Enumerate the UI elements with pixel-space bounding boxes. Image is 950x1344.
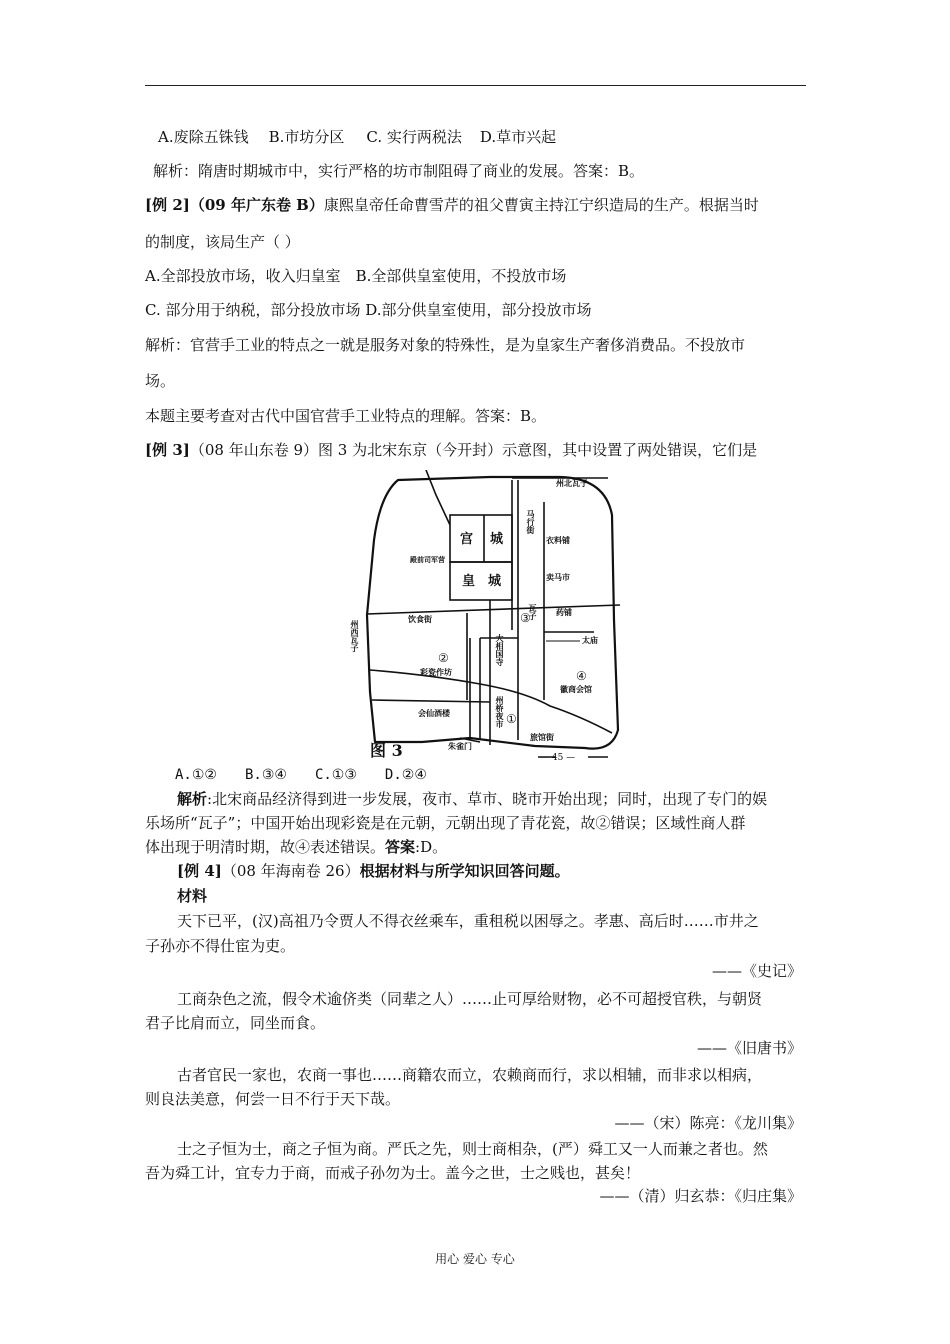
map-label-horse-market: 卖马市	[546, 572, 570, 582]
ex1-analysis: 解析：隋唐时期城市中，实行严格的坊市制阻碍了商业的发展。答案：B。	[153, 162, 645, 180]
ex4-citation-1: ——《史记》	[711, 962, 802, 980]
ex4-source: （08 年海南卷 26）	[221, 862, 360, 880]
map-label-west-wazi: 州西瓦子	[350, 620, 360, 652]
map-label-barracks-text: 殿前司军营	[410, 555, 445, 564]
ex3-analysis-3: 体出现于明清时期，故④表述错误。	[145, 838, 386, 856]
map-label-barracks	[410, 555, 445, 564]
map-label-clothing-shop: 衣料铺	[546, 535, 570, 545]
map-label-imperial-1: 皇	[462, 574, 476, 589]
ex3-analysis-label: 解析	[177, 790, 208, 808]
map-label-food-street: 饮食街	[408, 614, 432, 624]
map-label-gate: 朱雀门	[448, 741, 472, 751]
ex4-p4-line2: 吾为舜工计，宜专力于商，而戒子孙勿为士。盖今之世，士之贱也，甚矣！	[145, 1164, 641, 1182]
map-label-guild: 徽商会馆	[560, 684, 592, 694]
ex2-stem-line1	[145, 196, 759, 214]
ex4-p3-line1: 古者官民一家也，农商一事也……商籍农而立，农赖商而行，求以相辅，而非求以相病，	[177, 1066, 763, 1084]
ex2-analysis-line2: 场。	[145, 372, 176, 390]
ex2-tag: [例 2]	[145, 196, 190, 214]
ex4-citation-3: ——（宋）陈亮：《龙川集》	[614, 1114, 802, 1132]
map-label-night-market: 州桥夜市	[495, 696, 505, 728]
ex4-material-label: 材料	[177, 887, 208, 905]
ex1-option-d: D.草市兴起	[479, 128, 557, 146]
ex1-option-c: C. 实行两税法	[366, 128, 462, 146]
ex3-option-d: D.②④	[384, 767, 427, 783]
map-label-temple: 大相国寺	[495, 634, 505, 666]
ex3-options	[175, 766, 427, 784]
ex3-analysis-line3	[145, 838, 447, 856]
map-label-north-wazi: 州北瓦子	[556, 478, 588, 488]
ex3-option-b: B.③④	[244, 767, 287, 783]
ex4-p2-line1: 工商杂色之流，假令术逾侪类（同辈之人）……止可厚给财物，必不可超授官秩，与朝贤	[177, 990, 763, 1008]
ex4-instruction: 根据材料与所学知识回答问题。	[359, 862, 570, 880]
map-label-palace-2: 城	[490, 532, 504, 547]
map-label-wazi: 瓦子	[528, 604, 538, 620]
map-label-palace-1: 宫	[460, 532, 474, 547]
ex3-tag: [例 3]	[145, 441, 190, 459]
ex3-analysis-line2: 乐场所“瓦子”；中国开始出现彩瓷是在元朝，元朝出现了青花瓷，故②错误；区域性商人群	[145, 814, 746, 832]
map-label-restaurant: 会仙酒楼	[418, 708, 450, 718]
ex4-citation-2: ——《旧唐书》	[696, 1039, 802, 1057]
ex1-option-a: A.废除五铢钱	[158, 128, 249, 146]
ex3-analysis-line1	[177, 790, 767, 808]
map-label-porcelain: 彩瓷作坊	[420, 667, 452, 677]
ex3-stem-line	[145, 441, 757, 459]
ex4-p3-line2: 则良法美意，何尝一日不行于天下哉。	[145, 1090, 401, 1108]
map-marker-4: ④	[576, 669, 587, 683]
map-label-inn-street: 旅馆街	[530, 732, 554, 742]
ex3-answer-label: 答案	[385, 838, 416, 856]
map-label-market-street-text: 马行街	[526, 510, 536, 534]
ex3-analysis-1: :北宋商品经济得到进一步发展，夜市、草市、晓市开始出现；同时，出现了专门的娱	[207, 790, 768, 808]
ex2-stem-1: 康熙皇帝任命曹雪芹的祖父曹寅主持江宁织造局的生产。根据当时	[323, 196, 759, 214]
ex3-option-a: A.①②	[175, 767, 217, 783]
ex4-heading	[177, 862, 570, 880]
header-rule	[145, 85, 806, 86]
ex3-answer: :D。	[415, 838, 448, 856]
ex2-options-ab: A.全部投放市场，收入归皇室 B.全部供皇室使用，不投放市场	[145, 267, 567, 285]
ex4-p1-line1: 天下已平，(汉)高祖乃令贾人不得衣丝乘车，重租税以困辱之。孝惠、高后时……市井之	[177, 912, 759, 930]
ex2-stem-line2: 的制度，该局生产（ ）	[145, 233, 300, 251]
map-marker-3: ③	[520, 611, 531, 625]
ex1-options	[158, 128, 556, 146]
ex4-p2-line2: 君子比肩而立，同坐而食。	[145, 1014, 326, 1032]
page-footer: 用心 爱心 专心	[435, 1252, 515, 1266]
map-label-taimiao: 太庙	[582, 635, 598, 645]
map-marker-2: ②	[438, 651, 449, 665]
ex2-options-cd: C. 部分用于纳税，部分投放市场 D.部分供皇室使用，部分投放市场	[145, 301, 592, 319]
song-dongjing-map	[350, 470, 625, 760]
map-marker-1: ①	[506, 712, 517, 726]
ex1-option-b: B.市坊分区	[268, 128, 345, 146]
ex4-p4-line1: 士之子恒为士，商之子恒为商。严氏之先，则士商相杂，(严）舜工又一人而兼之者也。然	[177, 1140, 768, 1158]
ex4-citation-4: ——（清）归玄恭：《归庄集》	[599, 1187, 802, 1205]
ex2-analysis-line3: 本题主要考查对古代中国官营手工业特点的理解。答案：B。	[145, 407, 547, 425]
map-label-market-street	[526, 509, 536, 535]
ex2-source: （09 年广东卷 B）	[189, 196, 324, 214]
map-label-imperial-2: 城	[488, 574, 502, 589]
ex4-p1-line2: 子孙亦不得仕宦为吏。	[145, 937, 296, 955]
ex3-option-c: C.①③	[314, 767, 357, 783]
figure-page-mark: — 45 —	[540, 753, 576, 760]
ex4-tag: [例 4]	[177, 862, 222, 880]
map-label-pharmacy: 药铺	[556, 607, 572, 617]
figure-caption: 图 3	[370, 741, 403, 760]
ex3-stem: （08 年山东卷 9）图 3 为北宋东京（今开封）示意图，其中设置了两处错误，它们是	[189, 441, 758, 459]
ex2-analysis-line1: 解析：官营手工业的特点之一就是服务对象的特殊性，是为皇家生产奢侈消费品。不投放市	[145, 336, 746, 354]
